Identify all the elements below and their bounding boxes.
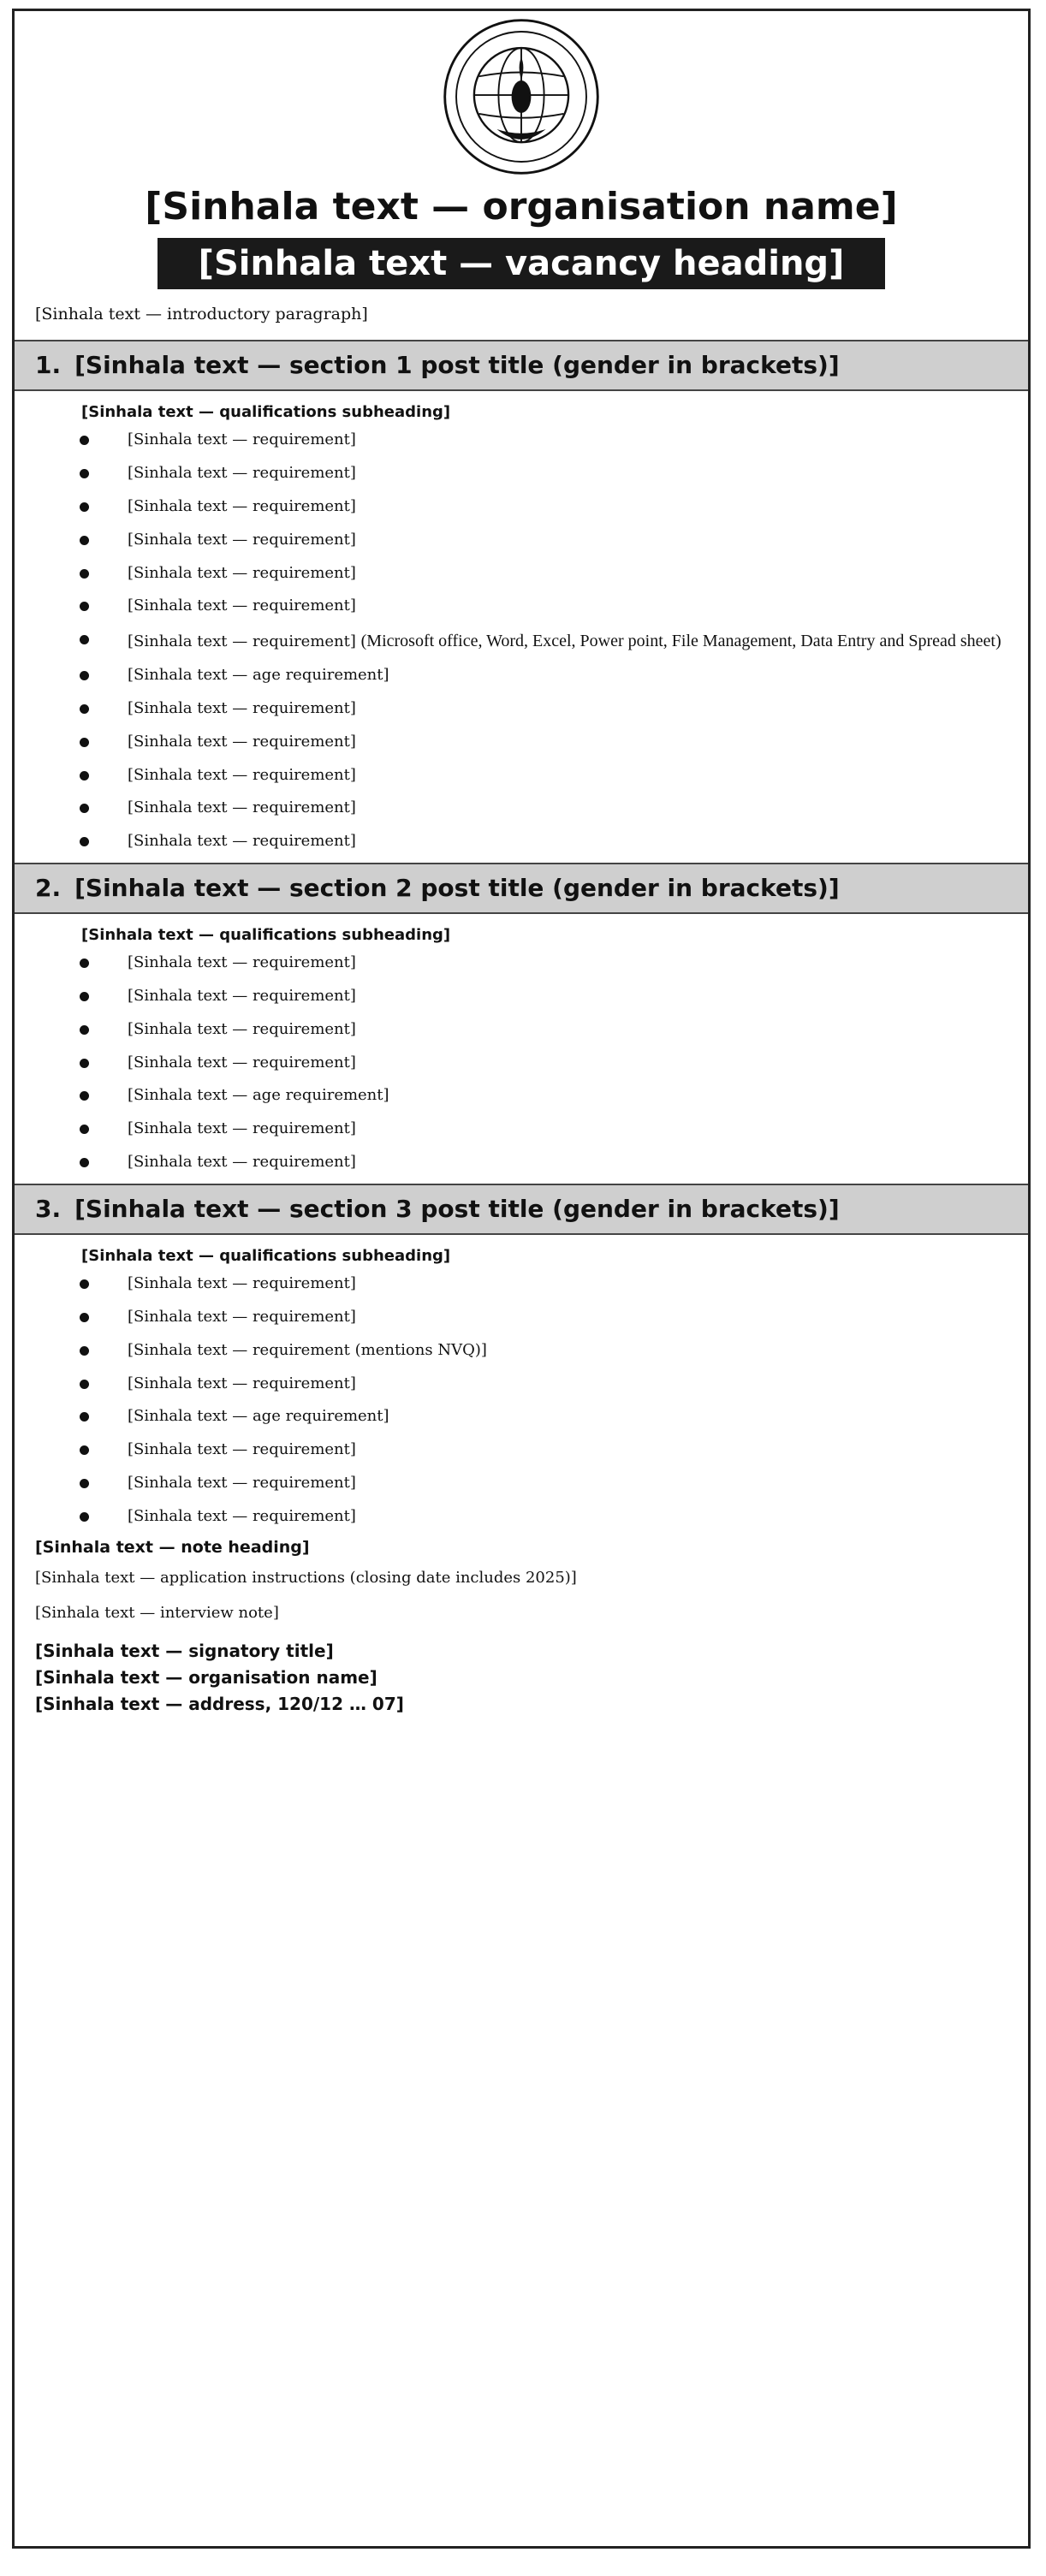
logo-area — [35, 11, 1007, 182]
signatory-organisation: [Sinhala text — organisation name] — [35, 1667, 377, 1688]
intro-paragraph: [Sinhala text — introductory paragraph] — [35, 304, 368, 323]
section-subheading: [Sinhala text — qualifications subheading] — [81, 926, 451, 945]
list-item-text: [Sinhala text — requirement] — [128, 1440, 356, 1459]
bullet-dot-icon — [80, 469, 89, 478]
list-item — [35, 663, 1007, 688]
requirements-list-2 — [35, 951, 1007, 1175]
list-item — [35, 528, 1007, 553]
section-header-2 — [15, 863, 1028, 914]
list-item — [35, 1018, 1007, 1042]
list-item-text: [Sinhala text — requirement] — [128, 1019, 356, 1038]
list-item — [35, 1150, 1007, 1175]
list-item — [35, 1083, 1007, 1108]
list-item-text: [Sinhala text — age requirement] — [128, 666, 389, 685]
list-item — [35, 951, 1007, 976]
list-item-text: [Sinhala text — requirement] — [128, 953, 356, 972]
bullet-dot-icon — [80, 1059, 89, 1068]
list-item-text: [Sinhala text — requirement] — [128, 464, 356, 483]
list-item — [35, 561, 1007, 586]
list-item — [35, 1404, 1007, 1429]
bullet-dot-icon — [80, 1380, 89, 1389]
bullet-dot-icon — [80, 536, 89, 545]
list-item-text: [Sinhala text — age requirement] — [128, 1086, 389, 1105]
list-item-text: [Sinhala text — requirement] — [128, 1308, 356, 1327]
list-item — [35, 1305, 1007, 1330]
section-subheading: [Sinhala text — qualifications subheading] — [81, 1247, 451, 1266]
section-header-1 — [15, 340, 1028, 391]
application-instructions: [Sinhala text — application instructions (closing date includes 2025)] — [35, 1568, 577, 1587]
list-item — [35, 829, 1007, 854]
list-item — [35, 1051, 1007, 1076]
list-item-text: [Sinhala text — requirement] — [128, 832, 356, 851]
signatory-address: [Sinhala text — address, 120/12 … 07] — [35, 1694, 404, 1714]
bullet-dot-icon — [80, 1346, 89, 1356]
vacancy-notice-page — [12, 9, 1031, 2549]
list-item-text: [Sinhala text — requirement] — [128, 732, 356, 751]
bullet-dot-icon — [80, 1091, 89, 1101]
note-heading: [Sinhala text — note heading] — [35, 1537, 310, 1557]
list-item — [35, 763, 1007, 788]
bullet-dot-icon — [80, 671, 89, 680]
list-item-text: [Sinhala text — requirement] — [128, 1119, 356, 1138]
list-item — [35, 627, 1007, 655]
list-item — [35, 1372, 1007, 1397]
list-item-text: [Sinhala text — requirement] — [128, 496, 356, 515]
bullet-dot-icon — [80, 1512, 89, 1522]
list-item-text: [Sinhala text — requirement (mentions NVQ)] — [128, 1340, 487, 1359]
section-number: 3. — [35, 1194, 62, 1223]
list-item-text: [Sinhala text — requirement] — [128, 530, 356, 549]
list-item — [35, 495, 1007, 519]
bullet-dot-icon — [80, 1313, 89, 1322]
list-item-text: [Sinhala text — requirement] — [128, 1274, 356, 1293]
bullet-dot-icon — [80, 635, 89, 644]
requirements-list-3 — [35, 1272, 1007, 1528]
list-item — [35, 1117, 1007, 1142]
bullet-dot-icon — [80, 1125, 89, 1134]
interview-note: [Sinhala text — interview note] — [35, 1604, 279, 1623]
section-title: [Sinhala text — section 1 post title (gender in brackets)] — [74, 350, 840, 379]
vacancy-banner-wrap — [35, 238, 1007, 289]
bullet-dot-icon — [80, 569, 89, 579]
list-item — [35, 461, 1007, 486]
bullet-dot-icon — [80, 738, 89, 747]
requirements-list-1 — [35, 428, 1007, 854]
vacancy-banner: [Sinhala text — vacancy heading] — [157, 238, 886, 289]
bullet-dot-icon — [80, 1412, 89, 1422]
software-list-text: (Microsoft office, Word, Excel, Power point, File Management, Data Entry and Spread sheet) — [360, 632, 1001, 651]
bullet-dot-icon — [80, 771, 89, 781]
bullet-dot-icon — [80, 1025, 89, 1035]
bullet-dot-icon — [80, 837, 89, 846]
bullet-dot-icon — [80, 804, 89, 813]
bullet-dot-icon — [80, 1279, 89, 1289]
section-number: 2. — [35, 873, 62, 902]
list-item — [35, 1471, 1007, 1496]
section-subheading: [Sinhala text — qualifications subheading] — [81, 403, 451, 422]
bullet-dot-icon — [80, 436, 89, 445]
list-item-text: [Sinhala text — requirement] — [128, 1506, 356, 1525]
list-item-text: [Sinhala text — requirement] — [128, 563, 356, 582]
list-item-text: [Sinhala text — requirement] — [128, 798, 356, 817]
list-item — [35, 730, 1007, 755]
organisation-name: [Sinhala text — organisation name] — [145, 185, 898, 229]
list-item-text: [Sinhala text — requirement] — [128, 765, 356, 784]
list-item-text: [Sinhala text — requirement] — [128, 597, 356, 615]
globe-emblem-icon — [440, 15, 603, 178]
bullet-dot-icon — [80, 959, 89, 968]
section-number: 1. — [35, 350, 62, 379]
list-item — [35, 1438, 1007, 1463]
list-item-text: [Sinhala text — requirement] — [128, 987, 356, 1006]
section-title: [Sinhala text — section 2 post title (gender in brackets)] — [74, 873, 840, 902]
list-item-text: [Sinhala text — requirement] — [128, 698, 356, 717]
list-item-text: [Sinhala text — age requirement] — [128, 1407, 389, 1426]
signatory-title: [Sinhala text — signatory title] — [35, 1641, 334, 1661]
bullet-dot-icon — [80, 704, 89, 714]
section-header-3 — [15, 1184, 1028, 1235]
list-item — [35, 428, 1007, 453]
list-item — [35, 1505, 1007, 1529]
list-item-text: [Sinhala text — requirement] — [128, 632, 356, 651]
list-item-text: [Sinhala text — requirement] — [128, 1474, 356, 1493]
list-item — [35, 796, 1007, 821]
bullet-dot-icon — [80, 1479, 89, 1488]
signature-block — [35, 1638, 1007, 1718]
bullet-dot-icon — [80, 602, 89, 611]
bullet-dot-icon — [80, 1445, 89, 1455]
list-item — [35, 984, 1007, 1009]
bullet-dot-icon — [80, 992, 89, 1001]
list-item — [35, 1272, 1007, 1297]
list-item — [35, 594, 1007, 619]
bullet-dot-icon — [80, 1158, 89, 1167]
list-item-text: [Sinhala text — requirement] — [128, 1153, 356, 1172]
list-item-text: [Sinhala text — requirement] — [128, 430, 356, 449]
list-item — [35, 1338, 1007, 1363]
list-item-text: [Sinhala text — requirement] — [128, 1053, 356, 1071]
bullet-dot-icon — [80, 502, 89, 512]
list-item — [35, 697, 1007, 721]
list-item-text: [Sinhala text — requirement] — [128, 1374, 356, 1392]
section-title: [Sinhala text — section 3 post title (gender in brackets)] — [74, 1194, 840, 1223]
